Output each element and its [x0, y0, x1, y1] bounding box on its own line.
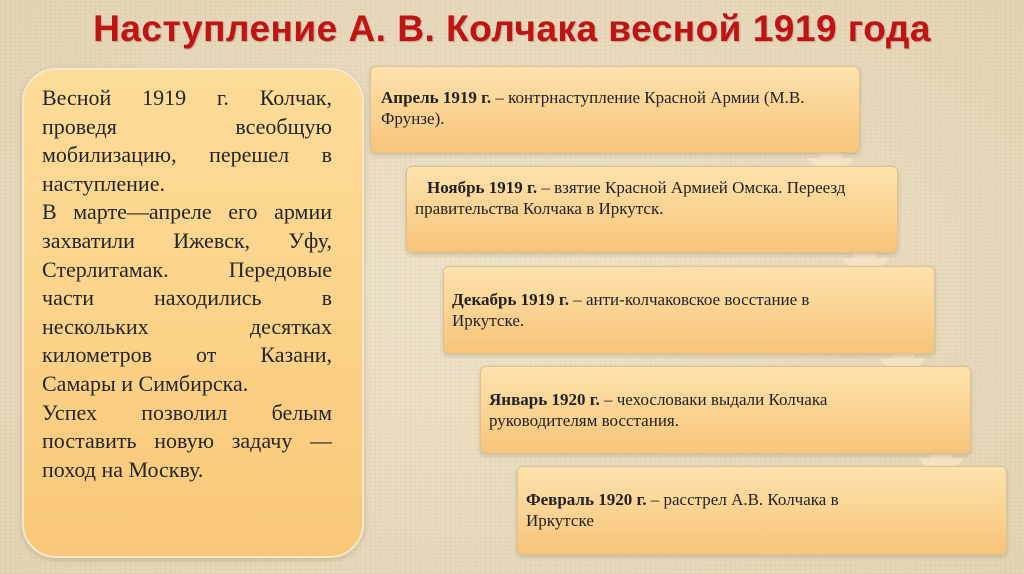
timeline-text: – контрнаступление Красной Армии (М.В. Фрунзе).	[381, 88, 805, 128]
timeline-item-april-1919	[370, 66, 860, 153]
page-title: Наступление А. В. Колчака весной 1919 года	[93, 8, 931, 49]
summary-paragraph: В марте—апреле его армии захватили Ижевск, Уфу, Стерлитамак. Передовые части находились в нескольких десятках километров от Казани, Самары и Симбирска.	[42, 199, 332, 396]
timeline-item-november-1919	[406, 166, 898, 253]
timeline-text: – расстрел А.В. Колчака в Иркутске	[526, 490, 839, 530]
timeline-date: Декабрь 1919 г.	[452, 290, 569, 309]
timeline-item-january-1920	[480, 366, 971, 454]
summary-paragraph: Успех позволил белым поставить новую задачу — поход на Москву.	[42, 399, 332, 482]
timeline-date: Апрель 1919 г.	[381, 88, 492, 107]
timeline-date: Февраль 1920 г.	[526, 490, 647, 509]
timeline-date: Ноябрь 1919 г.	[427, 178, 538, 197]
timeline-item-february-1920	[517, 466, 1007, 555]
summary-paragraph: Весной 1919 г. Колчак, проведя всеобщую мобилизацию, перешел в наступление.	[42, 85, 332, 196]
timeline-date: Январь 1920 г.	[489, 390, 600, 409]
timeline-item-december-1919	[443, 266, 935, 354]
timeline-text: – анти-колчаковское восстание в Иркутске.	[452, 290, 810, 330]
timeline-text: – взятие Красной Армией Омска. Переезд правительства Колчака в Иркутск.	[415, 178, 846, 218]
timeline-text: – чехословаки выдали Колчака руководителям восстания.	[489, 390, 828, 430]
summary-panel	[22, 68, 364, 558]
